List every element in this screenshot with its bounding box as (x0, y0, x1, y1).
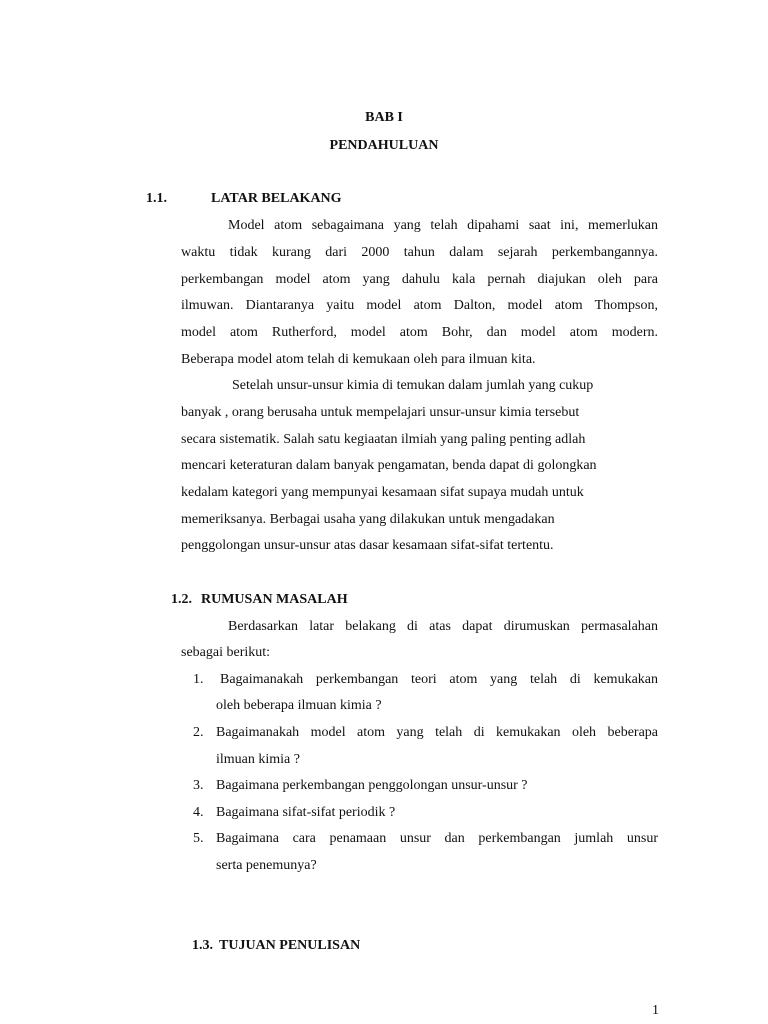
chapter-number: BAB I (365, 110, 403, 125)
list-item-number: 1. (193, 672, 204, 687)
list-item-text: Bagaimanakah perkembangan teori atom yang telah di kemukakan (220, 672, 658, 687)
paragraph-line: perkembangan model atom yang dahulu kala pernah diajukan oleh para (181, 272, 658, 287)
list-item-text: ilmuan kimia ? (216, 752, 300, 767)
list-item-text: serta penemunya? (216, 858, 317, 873)
section-1-number: 1.1. (146, 191, 167, 206)
chapter-title: PENDAHULUAN (329, 138, 439, 153)
paragraph-line: secara sistematik. Salah satu kegiaatan ilmiah yang paling penting adlah (181, 432, 586, 447)
section-3-number: 1.3. (192, 938, 213, 953)
section-2-number: 1.2. (171, 592, 192, 607)
list-item-text: Bagaimana cara penamaan unsur dan perkembangan jumlah unsur (216, 831, 658, 846)
section-2-title: RUMUSAN MASALAH (201, 592, 348, 607)
paragraph-line: waktu tidak kurang dari 2000 tahun dalam sejarah perkembangannya. (181, 245, 658, 260)
paragraph-line: Beberapa model atom telah di kemukaan oleh para ilmuan kita. (181, 352, 536, 367)
paragraph-line: banyak , orang berusaha untuk mempelajari unsur-unsur kimia tersebut (181, 405, 580, 420)
paragraph-line: Model atom sebagaimana yang telah dipahami saat ini, memerlukan (228, 218, 658, 233)
paragraph-line: Berdasarkan latar belakang di atas dapat dirumuskan permasalahan (228, 619, 658, 634)
paragraph-line: sebagai berikut: (181, 645, 271, 660)
paragraph-line: ilmuwan. Diantaranya yaitu model atom Dalton, model atom Thompson, (181, 298, 658, 313)
page-number: 1 (652, 1003, 659, 1018)
paragraph-line: penggolongan unsur-unsur atas dasar kesamaan sifat-sifat tertentu. (181, 538, 554, 553)
section-3-title: TUJUAN PENULISAN (219, 938, 361, 953)
paragraph-line: mencari keteraturan dalam banyak pengamatan, benda dapat di golongkan (181, 458, 597, 473)
list-item-text: Bagaimanakah model atom yang telah di kemukakan oleh beberapa (216, 725, 658, 740)
section-1-title: LATAR BELAKANG (211, 191, 342, 206)
list-item-text: oleh beberapa ilmuan kimia ? (216, 698, 382, 713)
paragraph-line: memeriksanya. Berbagai usaha yang dilakukan untuk mengadakan (181, 512, 555, 527)
list-item-number: 2. (193, 725, 204, 740)
paragraph-line: kedalam kategori yang mempunyai kesamaan sifat supaya mudah untuk (181, 485, 584, 500)
paragraph-line: model atom Rutherford, model atom Bohr, dan model atom modern. (181, 325, 658, 340)
paragraph-line: Setelah unsur-unsur kimia di temukan dalam jumlah yang cukup (232, 378, 594, 393)
list-item-number: 5. (193, 831, 204, 846)
list-item-number: 3. (193, 778, 204, 793)
list-item-number: 4. (193, 805, 204, 820)
list-item-text: Bagaimana perkembangan penggolongan unsur-unsur ? (216, 778, 528, 793)
list-item-text: Bagaimana sifat-sifat periodik ? (216, 805, 396, 820)
